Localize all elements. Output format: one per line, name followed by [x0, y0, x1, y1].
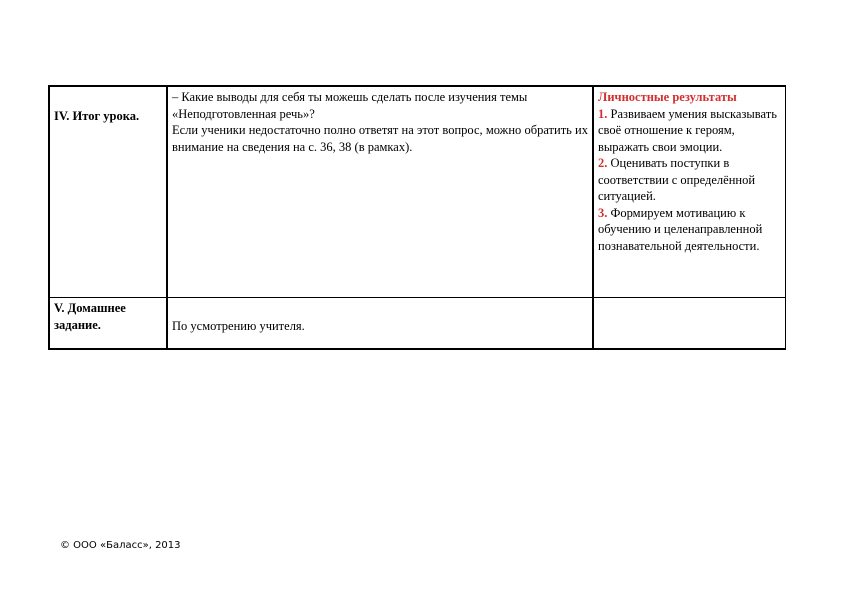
stage-label: IV. Итог урока.	[54, 109, 140, 123]
results-title: Личностные результаты	[598, 90, 737, 104]
table-row	[49, 298, 785, 350]
result-number: 2.	[598, 156, 608, 170]
result-text: Развиваем умения высказывать своё отношение к героям, выражать свои эмоции.	[598, 106, 777, 154]
lesson-plan-table	[48, 85, 786, 350]
results-cell	[593, 86, 785, 298]
content-cell	[167, 298, 593, 350]
stage-cell	[49, 86, 167, 298]
result-number: 3.	[598, 205, 608, 220]
result-item	[598, 205, 781, 255]
result-text: Оценивать поступки в соответствии с определённой ситуацией.	[598, 156, 756, 203]
note-text: Если ученики недостаточно полно ответят на этот вопрос, можно обратить их внимание на сведения на с. 36, 38 (в рамках).	[172, 123, 588, 154]
question-text: – Какие выводы для себя ты можешь сделать после изучения темы «Неподготовленная речь»?	[172, 90, 528, 121]
stage-label: V. Домашнее задание.	[54, 301, 126, 332]
homework-text: По усмотрению учителя.	[172, 319, 305, 333]
results-cell	[593, 298, 785, 350]
result-number: 1.	[598, 106, 608, 121]
content-cell	[167, 86, 593, 298]
copyright-footer: © ООО «Баласс», 2013	[60, 540, 181, 551]
table-row	[49, 86, 785, 298]
result-item	[598, 106, 781, 156]
result-text: Формируем мотивацию к обучению и целенаправленной познавательной деятельности.	[598, 205, 763, 253]
stage-cell	[49, 298, 167, 350]
result-item	[598, 155, 781, 205]
